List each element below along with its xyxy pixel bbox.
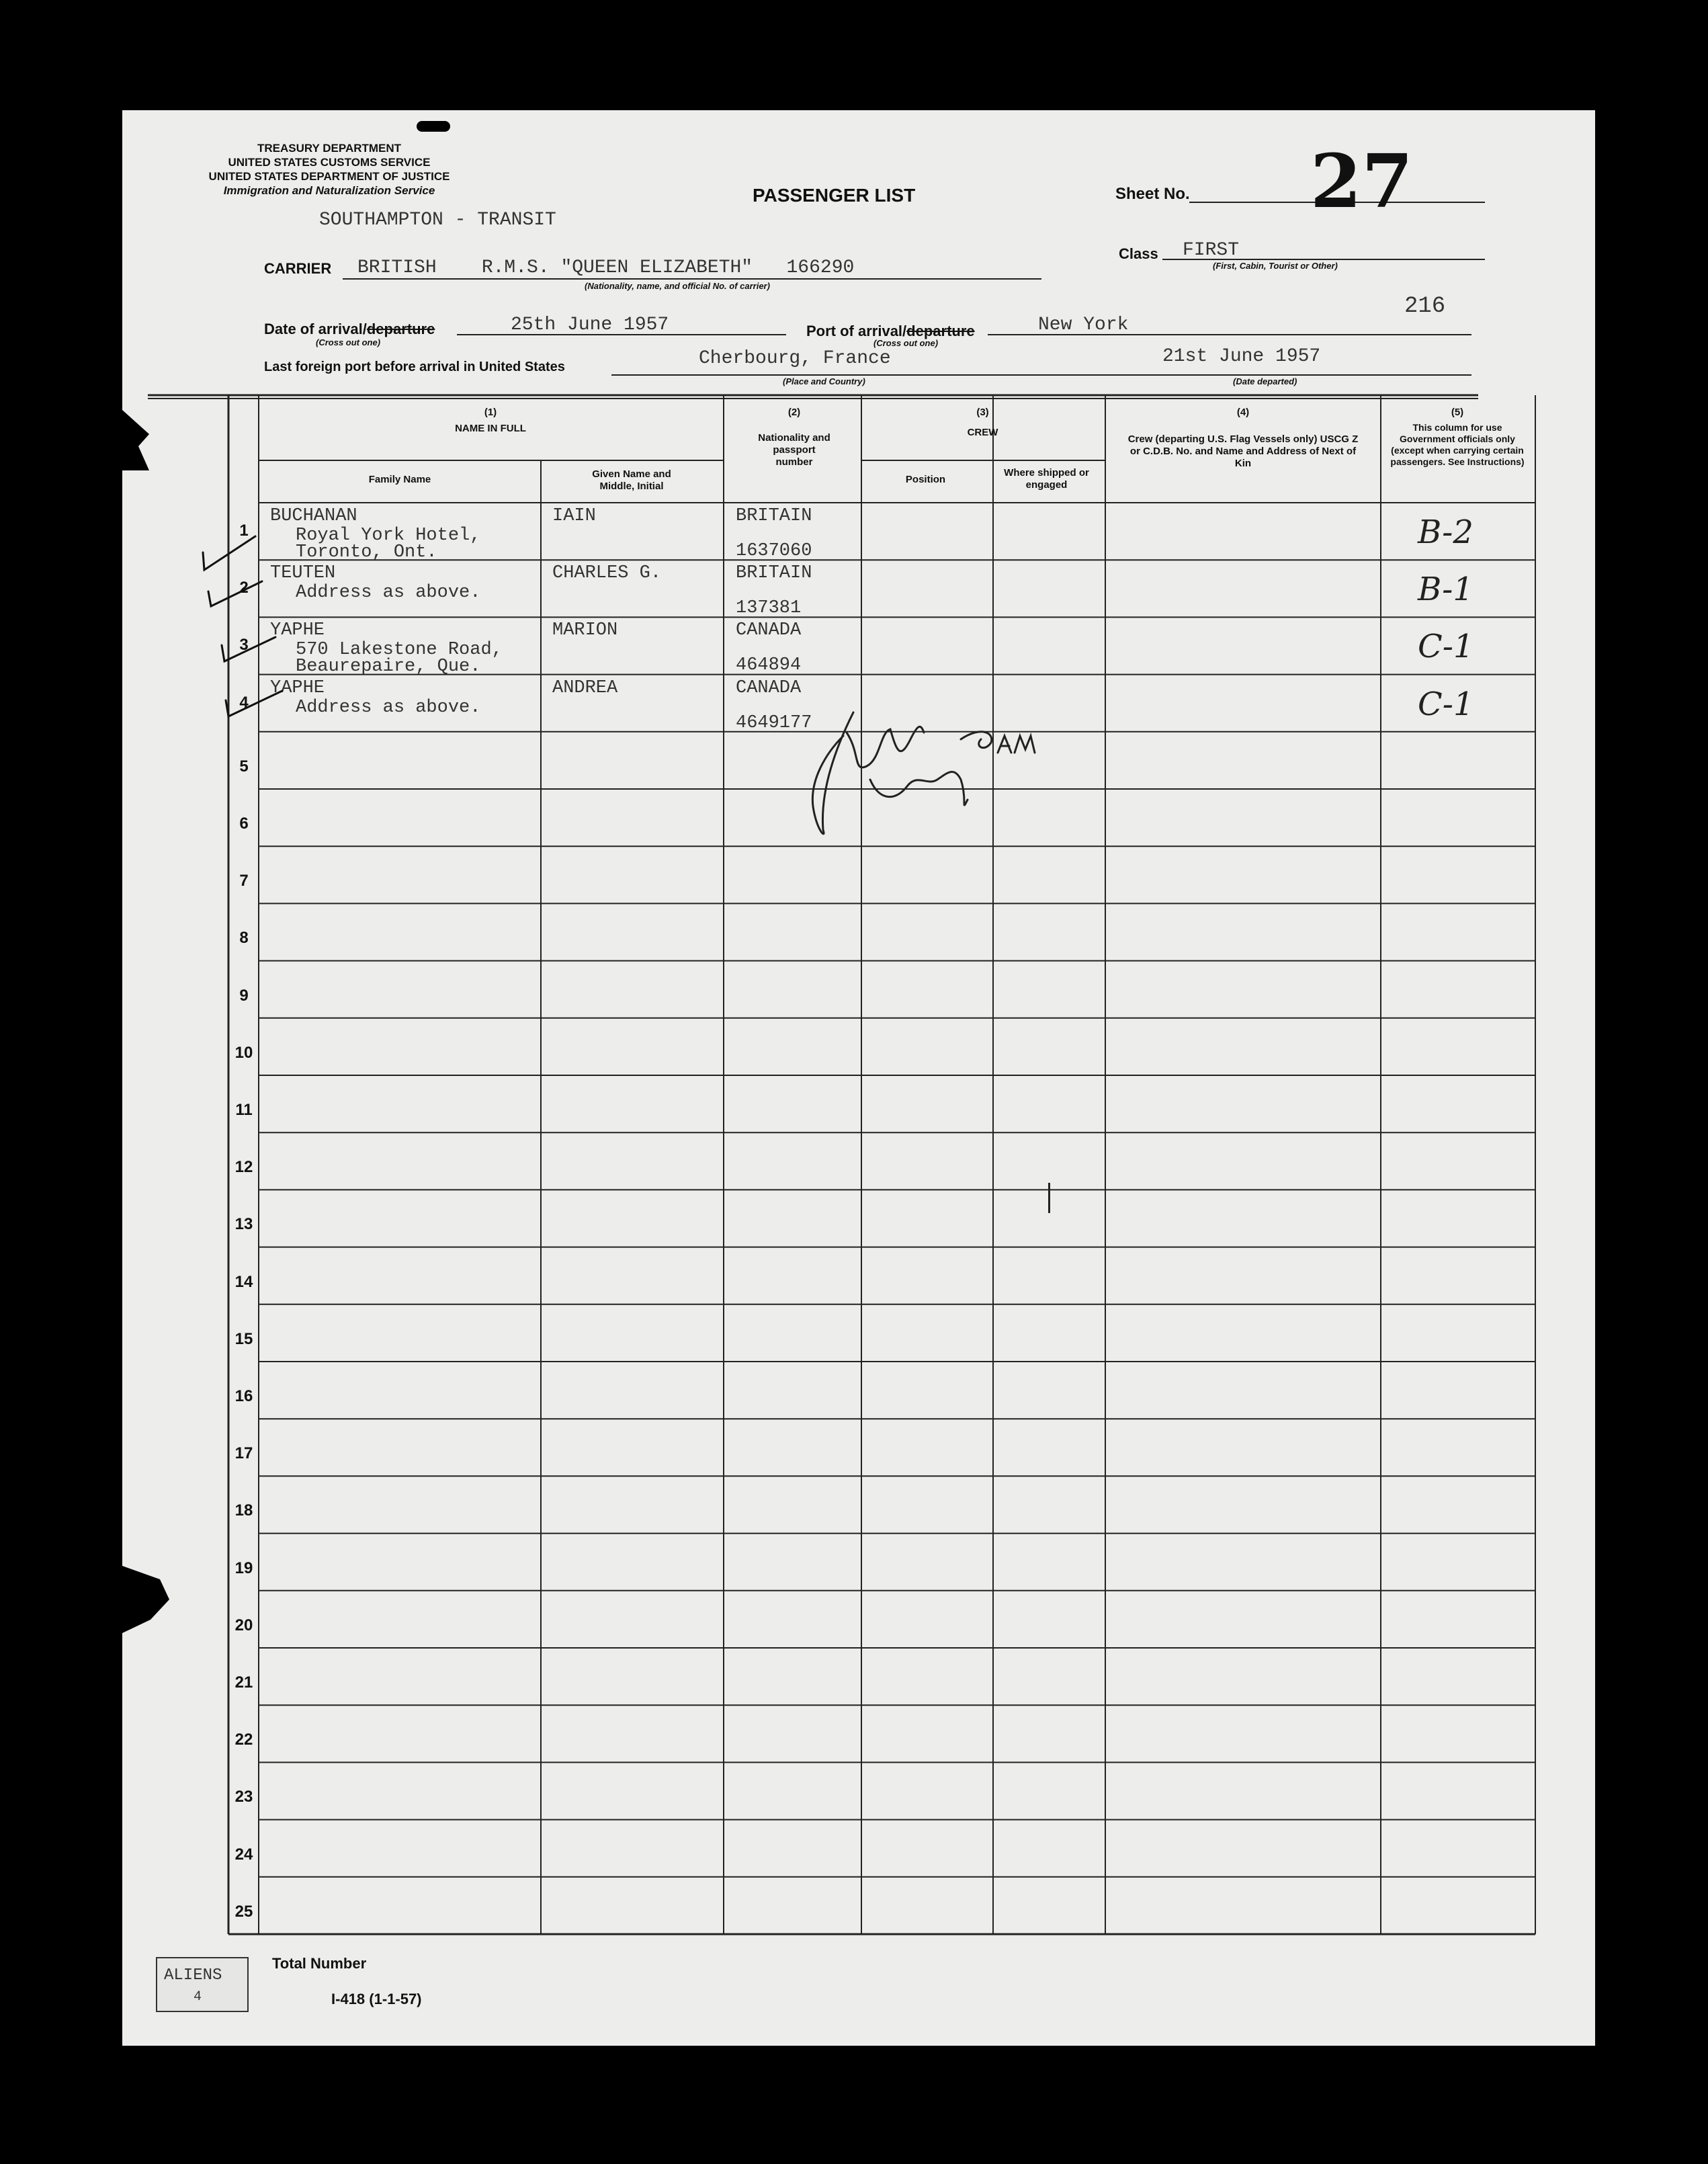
form-title: PASSENGER LIST [753, 185, 916, 206]
row-number: 17 [234, 1444, 253, 1463]
row-number: 24 [234, 1845, 253, 1864]
date-caption: (Cross out one) [316, 337, 381, 347]
check-marks [195, 517, 302, 726]
dept-line: Immigration and Naturalization Service [223, 184, 435, 197]
route-note: SOUTHAMPTON - TRANSIT [319, 210, 556, 231]
row-number: 3 [239, 636, 249, 655]
class-caption: (First, Cabin, Tourist or Other) [1213, 261, 1338, 271]
where-shipped-header: Where shipped or engaged [1004, 467, 1089, 491]
col3-number: (3) [976, 407, 989, 418]
row-number: 22 [234, 1731, 253, 1749]
row-number: 12 [234, 1158, 253, 1177]
check-mark [226, 691, 282, 716]
row-number: 21 [234, 1673, 253, 1692]
family-name-header: Family Name [368, 474, 431, 485]
row-number: 18 [234, 1501, 253, 1520]
col2-number: (2) [787, 407, 801, 418]
nationality: CANADA [736, 677, 802, 698]
check-mark [208, 581, 262, 606]
port-label-text: Port of arrival/ [806, 323, 907, 339]
row-number: 25 [234, 1902, 253, 1921]
col4-number: (4) [1236, 407, 1250, 418]
dept-line: TREASURY DEPARTMENT [257, 142, 402, 155]
stray-mark [1048, 1183, 1050, 1213]
date-departed: 21st June 1957 [1162, 346, 1321, 367]
passport-number: 137381 [736, 598, 802, 619]
col5-header [1383, 407, 1532, 468]
aliens-box [156, 1957, 249, 2012]
class-label: Class [1119, 245, 1158, 262]
col1-number: (1) [484, 407, 497, 418]
arrival-date: 25th June 1957 [511, 315, 669, 335]
row-number: 16 [234, 1387, 253, 1405]
carrier-value: BRITISH R.M.S. "QUEEN ELIZABETH" 166290 [357, 257, 855, 278]
col4-header [1105, 407, 1381, 470]
col5-title: This column for use Government officials only (except when carrying certain passengers. See Instructions) [1390, 422, 1525, 467]
family-name: YAPHE [270, 677, 325, 698]
given-name-header: Given Name and Middle, Initial [592, 468, 671, 492]
col2-header [727, 407, 861, 468]
nationality: BRITAIN [736, 506, 812, 526]
given-name: MARION [552, 620, 618, 641]
form-code: I-418 (1-1-57) [331, 1991, 422, 2007]
row-number: 8 [239, 929, 249, 948]
col1-title: NAME IN FULL [455, 423, 526, 434]
col5-number: (5) [1451, 407, 1464, 418]
carrier-label: CARRIER [264, 260, 332, 277]
dept-line: UNITED STATES DEPARTMENT OF JUSTICE [208, 170, 450, 183]
official-code: C-1 [1418, 685, 1474, 723]
port-caption: (Cross out one) [873, 338, 939, 348]
official-code: B-2 [1418, 513, 1474, 551]
row-number: 23 [234, 1788, 253, 1806]
passenger-address: Royal York Hotel, [296, 526, 481, 546]
col4-title: Crew (departing U.S. Flag Vessels only) USCG Z or C.D.B. No. and Name and Address of Next of Kin [1127, 433, 1359, 469]
handwritten-initials [779, 685, 1062, 847]
check-mark [222, 637, 275, 661]
family-name: TEUTEN [270, 563, 336, 584]
last-port-value: Cherbourg, France [699, 348, 891, 369]
family-name: BUCHANAN [270, 506, 357, 526]
passport-number: 4649177 [736, 712, 812, 733]
sheet-label: Sheet No. [1115, 185, 1190, 203]
passport-number: 464894 [736, 655, 802, 676]
row-number: 6 [239, 815, 249, 833]
given-name: IAIN [552, 506, 596, 526]
row-number: 13 [234, 1215, 253, 1234]
total-number-label: Total Number [272, 1955, 367, 1972]
row-number: 15 [234, 1329, 253, 1348]
row-number: 4 [239, 693, 249, 712]
nationality: BRITAIN [736, 563, 812, 584]
row-number: 9 [239, 986, 249, 1005]
passenger-address: Beaurepaire, Que. [296, 657, 481, 677]
position-header: Position [905, 474, 946, 485]
passenger-address: 570 Lakestone Road, [296, 640, 503, 661]
family-name: YAPHE [270, 620, 325, 641]
row-number: 1 [239, 522, 249, 540]
date-label-struck: departure [366, 321, 435, 337]
row-number: 20 [234, 1616, 253, 1634]
given-name: CHARLES G. [552, 563, 662, 584]
aliens-count: 4 [194, 1989, 202, 2005]
aliens-label: ALIENS [164, 1966, 222, 1985]
given-name: ANDREA [552, 677, 618, 698]
carrier-caption: (Nationality, name, and official No. of carrier) [585, 281, 770, 291]
stamp-number: 216 [1404, 294, 1446, 319]
col2-title: Nationality and passport number [758, 432, 830, 468]
last-port-caption: (Place and Country) [783, 376, 865, 386]
row-number: 7 [239, 872, 249, 890]
passenger-address: Toronto, Ont. [296, 542, 437, 563]
row-number: 2 [239, 579, 249, 597]
port-label-struck: departure [906, 323, 975, 339]
official-code: B-1 [1418, 571, 1474, 609]
passport-number: 1637060 [736, 541, 812, 561]
arrival-port: New York [1038, 315, 1129, 335]
col1-header [259, 407, 722, 435]
row-number: 5 [239, 757, 249, 776]
official-code: C-1 [1418, 628, 1474, 666]
passenger-address: Address as above. [296, 697, 481, 718]
col3-title: CREW [967, 427, 998, 438]
date-label-text: Date of arrival/ [264, 321, 367, 337]
row-number: 14 [234, 1272, 253, 1291]
row-number: 10 [234, 1043, 253, 1062]
col3-header [863, 407, 1102, 439]
date-departed-caption: (Date departed) [1233, 376, 1297, 386]
passenger-address: Address as above. [296, 583, 481, 604]
dept-line: UNITED STATES CUSTOMS SERVICE [228, 156, 431, 169]
check-mark [203, 536, 255, 570]
row-number: 19 [234, 1558, 253, 1577]
row-number: 11 [235, 1101, 253, 1119]
sheet-number: 27 [1310, 138, 1414, 224]
nationality: CANADA [736, 620, 802, 641]
class-value: FIRST [1183, 240, 1240, 261]
last-port-label: Last foreign port before arrival in United States [264, 360, 565, 374]
